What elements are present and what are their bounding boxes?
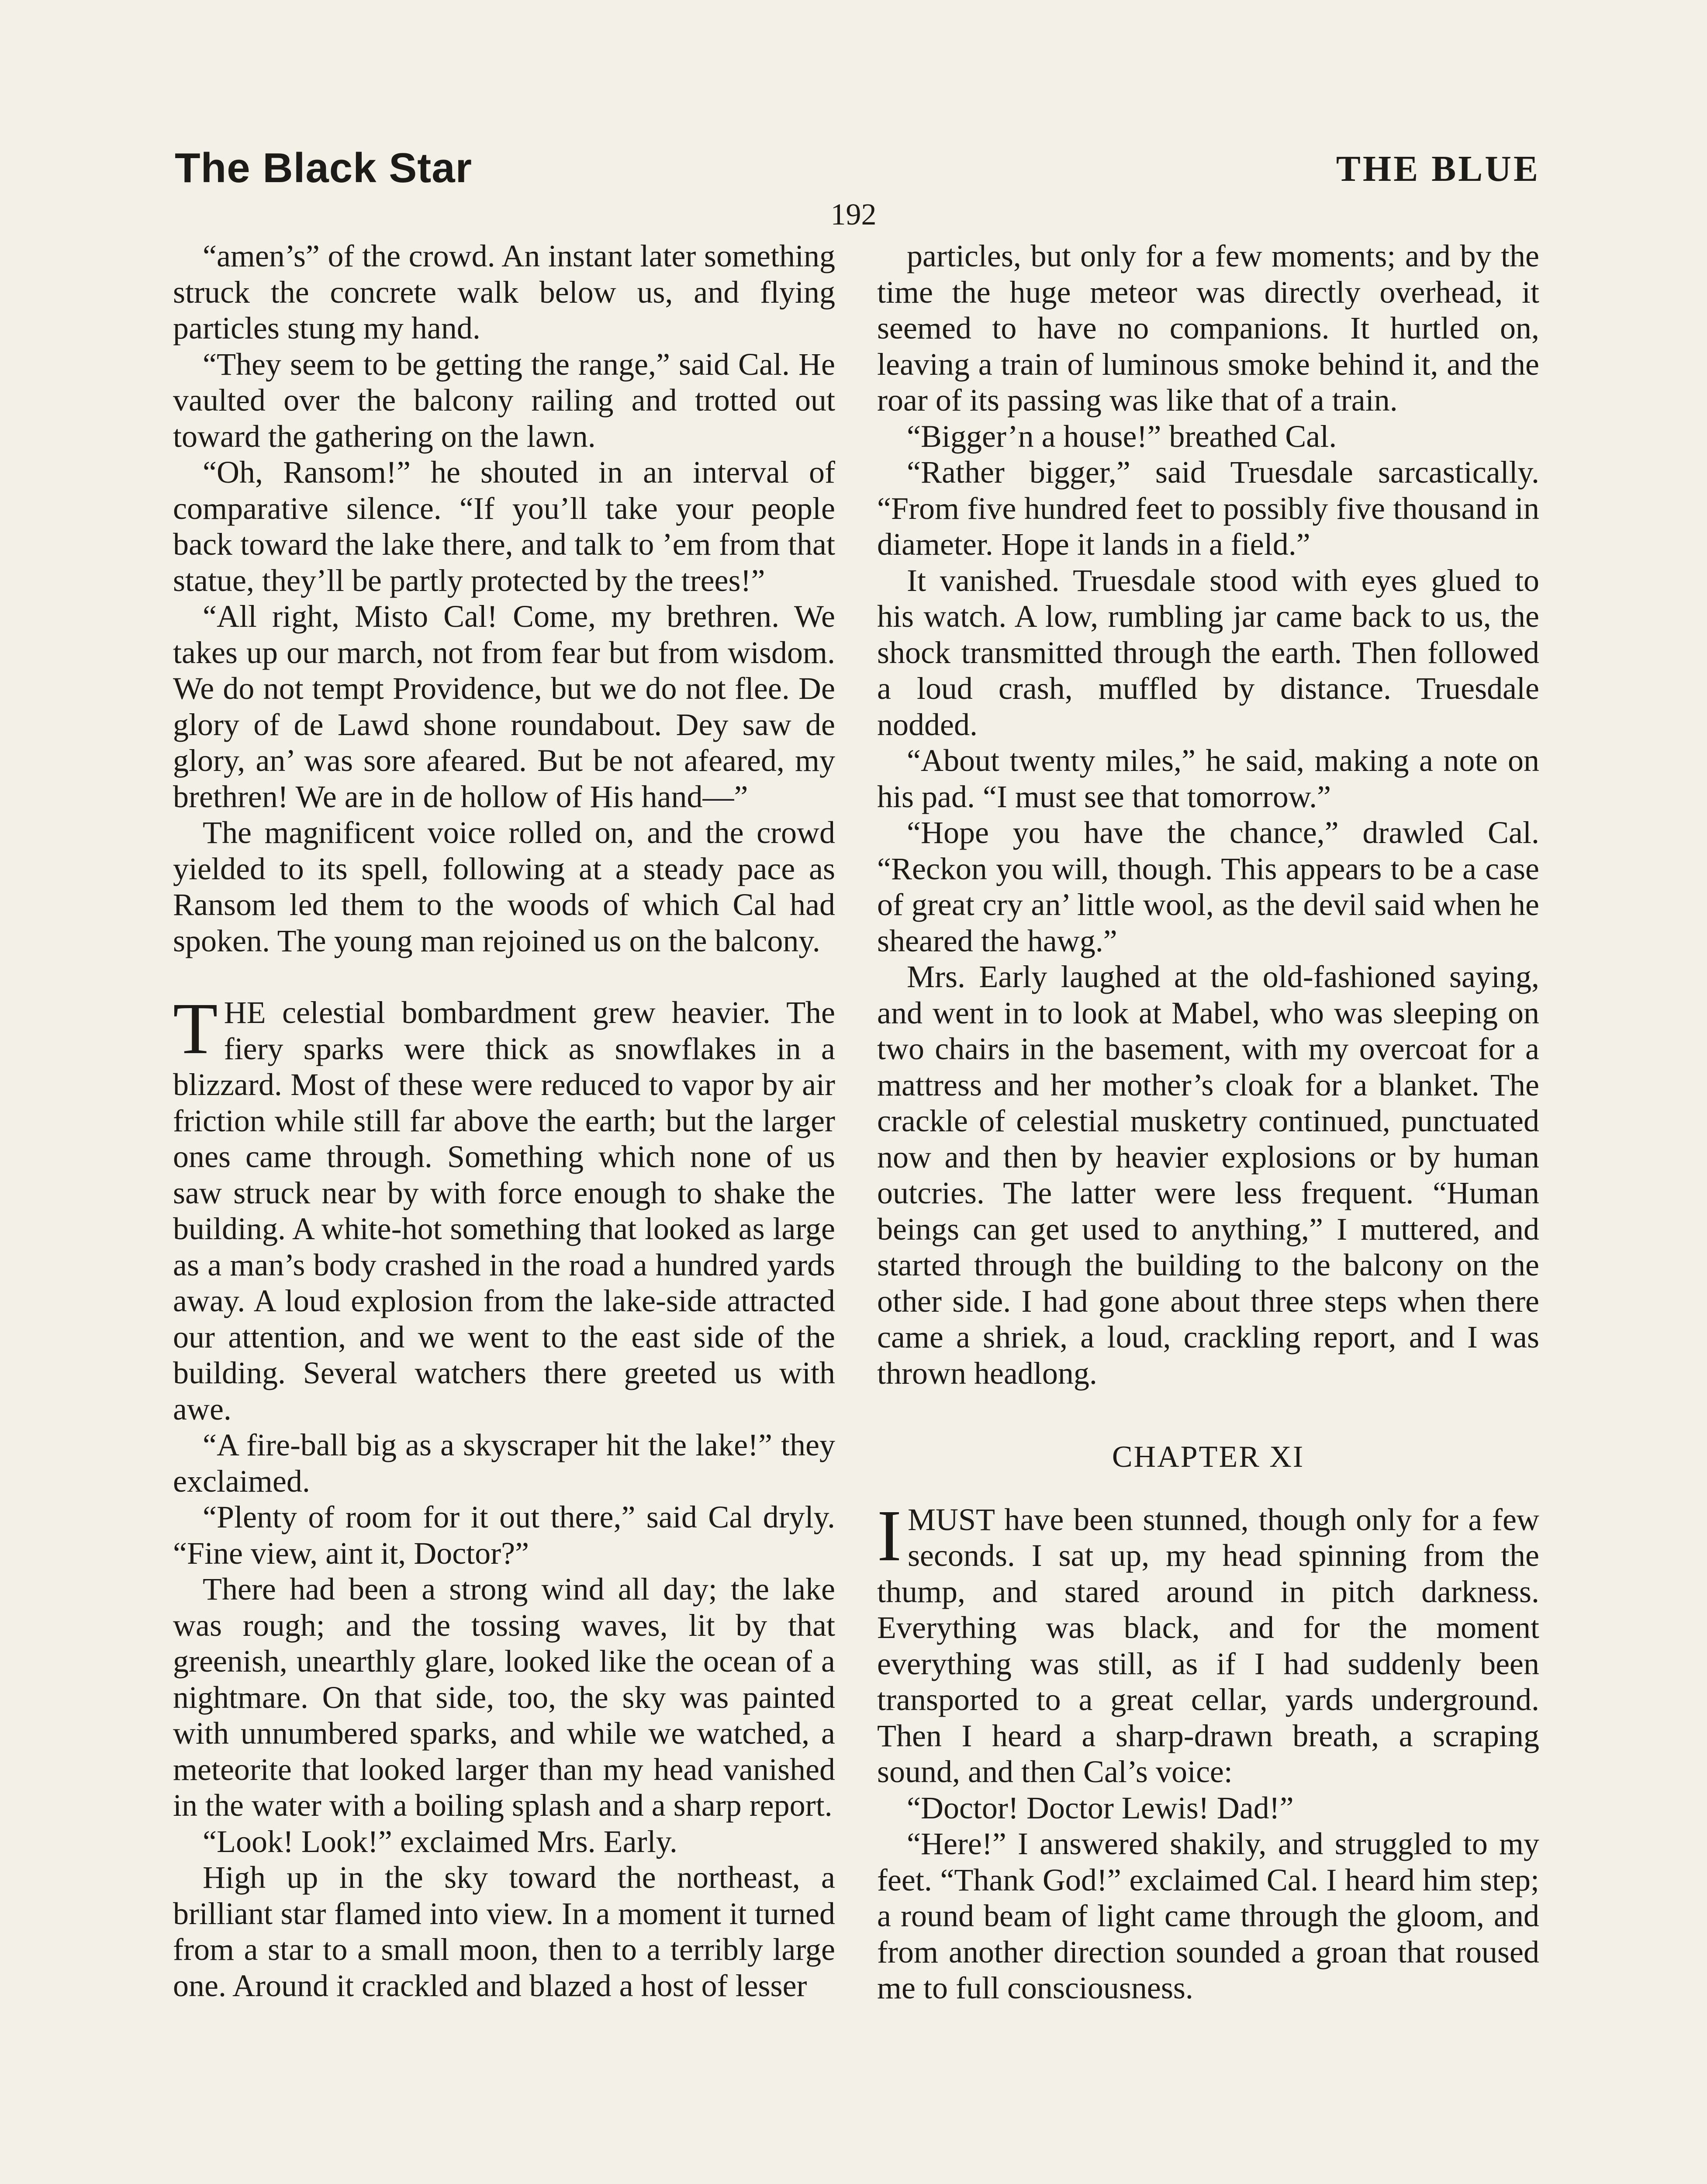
paragraph-text: “Bigger’n a house!” breathed Cal. [907,418,1337,454]
left-column [173,238,835,2004]
paragraph-text: “Hope you have the chance,” drawled Cal. “Reckon you will, though. This appears to be a case of great cry an’ little wool, as the devil said when he sheared the hawg.” [877,815,1539,958]
paragraph-text: “About twenty miles,” he said, making a note on his pad. “I must see that tomorrow.” [877,743,1539,814]
paragraph [877,1826,1539,2006]
paragraph-text: “Here!” I answered shakily, and struggled to my feet. “Thank God!” exclaimed Cal. I heard him step; a round beam of light came through the gloom, and from another direction sounded a groan that roused me to full consciousness. [877,1826,1539,2005]
paragraph [877,959,1539,1391]
paragraph-text: “They seem to be getting the range,” said Cal. He vaulted over the balcony railing and trotted out toward the gathering on the lawn. [173,346,835,454]
paragraph [877,1790,1539,1826]
paragraph-text: “All right, Misto Cal! Come, my brethren. We takes up our march, not from fear but from wisdom. We do not tempt Providence, but we do not flee. De glory of de Lawd shone roundabout. Dey saw de glory, an’ was sore afeared. But be not afeared, my brethren! We are in de hollow of His hand—” [173,599,835,814]
paragraph [877,238,1539,418]
paragraph [173,454,835,598]
paragraph [173,815,835,959]
section-gap [877,1391,1539,1439]
paragraph-text: “Plenty of room for it out there,” said Cal dryly. “Fine view, aint it, Doctor?” [173,1500,835,1571]
paragraph [173,1824,835,1860]
paragraph [877,418,1539,455]
magazine-title: THE BLUE [1336,149,1540,189]
paragraph [877,563,1539,743]
paragraph-text: “Look! Look!” exclaimed Mrs. Early. [203,1824,677,1859]
paragraph-text: High up in the sky toward the northeast, a brilliant star flamed into view. In a moment it turned from a star to a small moon, then to a terribly large one. Around it crackled and blazed a host of lesser [173,1860,835,2003]
section-gap [173,959,835,995]
paragraph-text: “Rather bigger,” said Truesdale sarcastically. “From five hundred feet to possibly five thousand in diameter. Hope it lands in a field.” [877,455,1539,562]
paragraph-text: “Oh, Ransom!” he shouted in an interval of comparative silence. “If you’ll take your people back toward the lake there, and talk to ’em from that statue, they’ll be partly protected by the trees!” [173,455,835,598]
paragraph-text: HE celestial bombardment grew heavier. The fiery sparks were thick as snowflakes in a blizzard. Most of these were reduced to vapor by air friction while still far above the earth; but the larger ones came through. Something which none of us saw struck near by with force enough to shake the building. A white-hot something that looked as large as a man’s body crashed in the road a hundred yards away. A loud explosion from the lake-side attracted our attention, and we went to the east side of the building. Several watchers there greeted us with awe. [173,995,835,1427]
paragraph-text: “Doctor! Doctor Lewis! Dad!” [907,1790,1294,1825]
section-gap [877,1476,1539,1502]
paragraph-text: It vanished. Truesdale stood with eyes glued to his watch. A low, rumbling jar came back to us, the shock transmitted through the earth. Then followed a loud crash, muffled by distance. Truesdale nodded. [877,563,1539,742]
paragraph [173,1571,835,1824]
paragraph [877,454,1539,563]
right-column [877,238,1539,2006]
paragraph-text: particles, but only for a few moments; and by the time the huge meteor was directly overhead, it seemed to have no companions. It hurtled on, leaving a train of luminous smoke behind it, and the roar of its passing was like that of a train. [877,238,1539,418]
paragraph [173,598,835,815]
section-opening-paragraph [877,1495,1539,1790]
paragraph-text: There had been a strong wind all day; the lake was rough; and the tossing waves, lit by that greenish, unearthly glare, looked like the ocean of a nightmare. On that side, too, the sky was painted with unnumbered sparks, and while we watched, a meteorite that looked larger than my head vanished in the water with a boiling splash and a sharp report. [173,1572,835,1823]
paragraph [173,346,835,455]
paragraph-text: The magnificent voice rolled on, and the crowd yielded to its spell, following at a steady pace as Ransom led them to the woods of which Cal had spoken. The young man rejoined us on the balcony. [173,815,835,958]
story-title: The Black Star [175,145,472,191]
paragraph [173,1859,835,2004]
paragraph [877,815,1539,959]
paragraph [173,1499,835,1571]
paragraph-text: MUST have been stunned, though only for a few seconds. I sat up, my head spinning from the thump, and stared around in pitch darkness. Everything was black, and for the moment everything was still, as if I had suddenly been transported to a great cellar, yards underground. Then I heard a sharp-drawn breath, a scraping sound, and then Cal’s voice: [877,1502,1539,1789]
paragraph [173,238,835,346]
paragraph [877,743,1539,815]
chapter-heading: CHAPTER XI [1112,1440,1305,1474]
paragraph-text: Mrs. Early laughed at the old-fashioned saying, and went in to look at Mabel, who was sleeping on two chairs in the basement, with my overcoat for a mattress and her mother’s cloak for a blanket. The crackle of celestial musketry continued, punctuated now and then by heavier explosions or by human outcries. The latter were less frequent. “Human beings can get used to anything,” I muttered, and started through the building to the balcony on the other side. I had gone about three steps when there came a shriek, a loud, crackling report, and I was thrown headlong. [877,959,1539,1391]
drop-cap: I [877,1495,902,1576]
page-number: 192 [830,198,877,232]
section-opening-paragraph [173,988,835,1427]
drop-cap: T [173,988,218,1069]
paragraph-text: “amen’s” of the crowd. An instant later something struck the concrete walk below us, and flying particles stung my hand. [173,238,835,346]
paragraph-text: “A fire-ball big as a skyscraper hit the lake!” they exclaimed. [173,1427,835,1499]
paragraph [173,1427,835,1499]
